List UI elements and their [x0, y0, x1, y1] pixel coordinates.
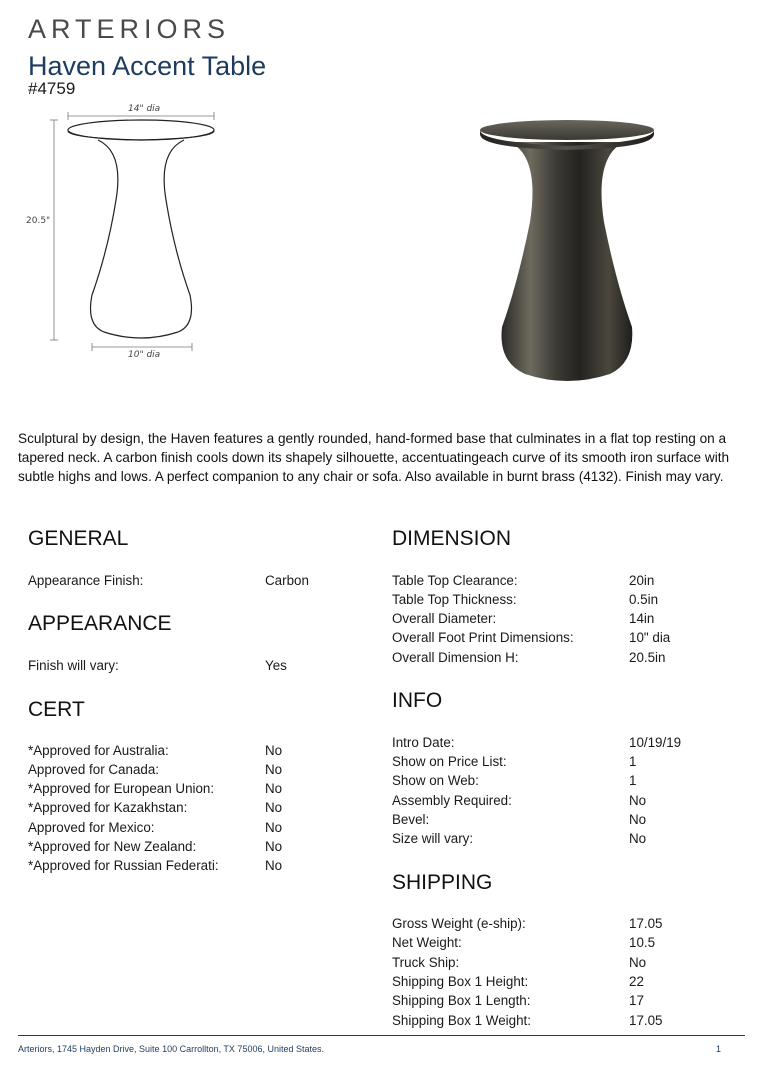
product-title: Haven Accent Table — [28, 51, 267, 81]
spec-label: Show on Price List: — [392, 754, 507, 769]
spec-label: Approved for Mexico: — [28, 820, 155, 835]
spec-label: Intro Date: — [392, 735, 455, 750]
spec-value: Carbon — [265, 573, 309, 588]
table-photo-render — [470, 112, 670, 392]
spec-value: No — [265, 858, 283, 873]
spec-value: No — [265, 743, 283, 758]
spec-value: 14in — [629, 611, 655, 626]
section-general-title: GENERAL — [28, 527, 129, 550]
spec-value: 20in — [629, 573, 655, 588]
spec-label: *Approved for European Union: — [28, 781, 215, 796]
footer-address: Arteriors, 1745 Hayden Drive, Suite 100 Carrollton, TX 75006, United States. — [18, 1044, 324, 1054]
spec-label: Shipping Box 1 Length: — [392, 993, 531, 1008]
spec-label: *Approved for Kazakhstan: — [28, 800, 188, 815]
spec-value: No — [265, 781, 283, 796]
page-number: 1 — [716, 1044, 722, 1054]
footer-divider — [18, 1035, 745, 1036]
spec-value: 17.05 — [629, 1013, 663, 1028]
spec-label: Overall Diameter: — [392, 611, 497, 626]
section-dimension-title: DIMENSION — [392, 527, 512, 550]
spec-label: *Approved for Russian Federati: — [28, 858, 219, 873]
spec-value: 17.05 — [629, 916, 663, 931]
spec-label: Overall Foot Print Dimensions: — [392, 630, 574, 645]
spec-value: No — [629, 812, 647, 827]
spec-value: 10" dia — [629, 630, 671, 645]
spec-value: 1 — [629, 773, 637, 788]
section-shipping-title: SHIPPING — [392, 871, 493, 894]
spec-value: 10/19/19 — [629, 735, 682, 750]
spec-label: Net Weight: — [392, 935, 462, 950]
spec-value: 20.5in — [629, 650, 666, 665]
spec-label: Finish will vary: — [28, 658, 119, 673]
spec-value: 0.5in — [629, 592, 659, 607]
dimension-drawing — [20, 100, 250, 365]
spec-value: No — [265, 839, 283, 854]
spec-label: *Approved for New Zealand: — [28, 839, 197, 854]
brand-logo: ARTERIORS — [28, 14, 231, 44]
spec-label: Shipping Box 1 Height: — [392, 974, 529, 989]
spec-value: 22 — [629, 974, 644, 989]
spec-value: 17 — [629, 993, 644, 1008]
product-description: Sculptural by design, the Haven features a gently rounded, hand-formed base that culminates in a flat top resting on a tapered neck. A carbon finish cools down its shapely silhouette, accentuatingeach curve of its smooth iron surface with subtle highs and lows. A perfect companion to any chair or sofa. Also available in burnt brass (4132). Finish may vary. — [18, 431, 730, 485]
section-info-title: INFO — [392, 689, 443, 712]
section-cert-title: CERT — [28, 698, 85, 721]
spec-label: *Approved for Australia: — [28, 743, 169, 758]
spec-label: Table Top Clearance: — [392, 573, 518, 588]
table-outline-drawing — [20, 100, 250, 365]
spec-label: Gross Weight (e-ship): — [392, 916, 526, 931]
spec-label: Table Top Thickness: — [392, 592, 517, 607]
product-photo — [470, 112, 670, 392]
spec-label: Bevel: — [392, 812, 430, 827]
spec-value: No — [265, 762, 283, 777]
spec-value: 1 — [629, 754, 637, 769]
spec-value: 10.5 — [629, 935, 656, 950]
spec-value: No — [629, 831, 647, 846]
spec-label: Show on Web: — [392, 773, 479, 788]
spec-label: Shipping Box 1 Weight: — [392, 1013, 531, 1028]
spec-value: No — [265, 800, 283, 815]
spec-value: Yes — [265, 658, 287, 673]
spec-label: Truck Ship: — [392, 955, 460, 970]
spec-label: Overall Dimension H: — [392, 650, 519, 665]
top-diameter-label: 14" dia — [128, 104, 161, 114]
spec-label: Approved for Canada: — [28, 762, 160, 777]
spec-label: Size will vary: — [392, 831, 474, 846]
product-sku: #4759 — [28, 79, 76, 98]
spec-label: Assembly Required: — [392, 793, 512, 808]
spec-value: No — [629, 793, 647, 808]
section-appearance-title: APPEARANCE — [28, 612, 172, 635]
height-label: 20.5" — [26, 216, 51, 226]
spec-value: No — [629, 955, 647, 970]
spec-value: No — [265, 820, 283, 835]
bottom-diameter-label: 10" dia — [128, 350, 161, 360]
spec-label: Appearance Finish: — [28, 573, 144, 588]
